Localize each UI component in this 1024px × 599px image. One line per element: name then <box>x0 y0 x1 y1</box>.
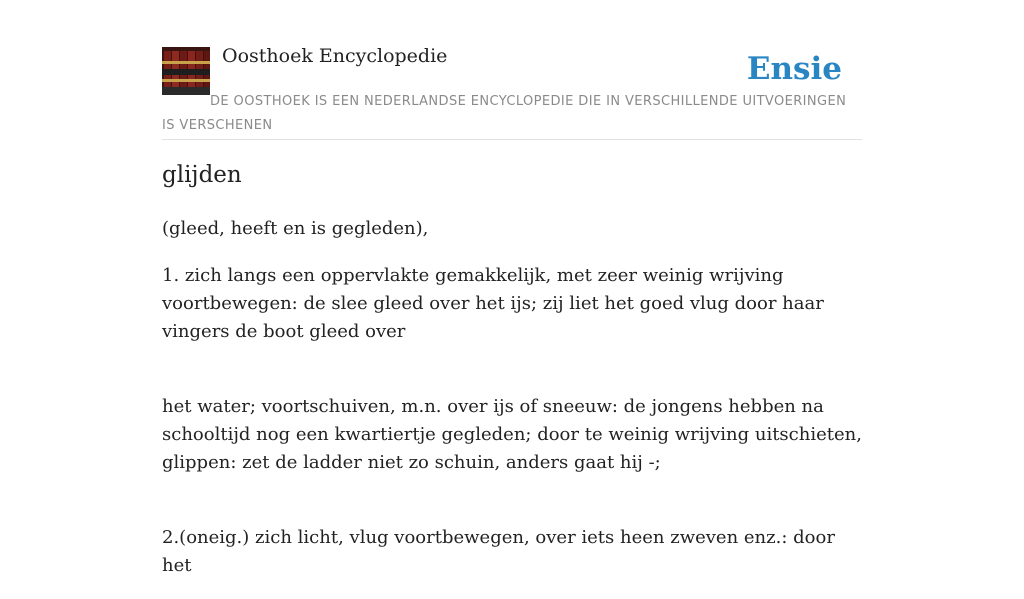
entry-title: glijden <box>162 162 242 188</box>
entry-content <box>162 215 862 599</box>
source-description: DE OOSTHOEK IS EEN NEDERLANDSE ENCYCLOPEDIE DIE IN VERSCHILLENDE UITVOERINGEN IS VERSCHENEN <box>162 94 847 133</box>
encyclopedia-books-icon <box>162 47 210 95</box>
paragraph-spacer <box>162 496 862 524</box>
entry-grammar: (gleed, heeft en is gegleden), <box>162 218 429 239</box>
page <box>162 0 862 576</box>
brand-logo[interactable]: Ensie <box>746 51 842 87</box>
entry-paragraph: het water; voortschuiven, m.n. over ijs of sneeuw: de jongens hebben na schooltijd nog een kwartiertje gegleden; door te weinig wrijving uitschieten, glippen: zet de ladder niet zo schuin, anders gaat hij -; <box>162 396 862 473</box>
header <box>162 0 862 140</box>
paragraph-spacer <box>162 365 862 393</box>
entry-paragraph: 2.(oneig.) zich licht, vlug voortbewegen, over iets heen zweven enz.: door het <box>162 527 835 576</box>
source-avatar[interactable] <box>162 47 210 95</box>
source-name[interactable]: Oosthoek Encyclopedie <box>222 45 448 67</box>
entry-paragraph: 1. zich langs een oppervlakte gemakkelijk, met zeer weinig wrijving voortbewegen: de slee gleed over het ijs; zij liet het goed vlug door haar vingers de boot gleed over <box>162 265 824 342</box>
